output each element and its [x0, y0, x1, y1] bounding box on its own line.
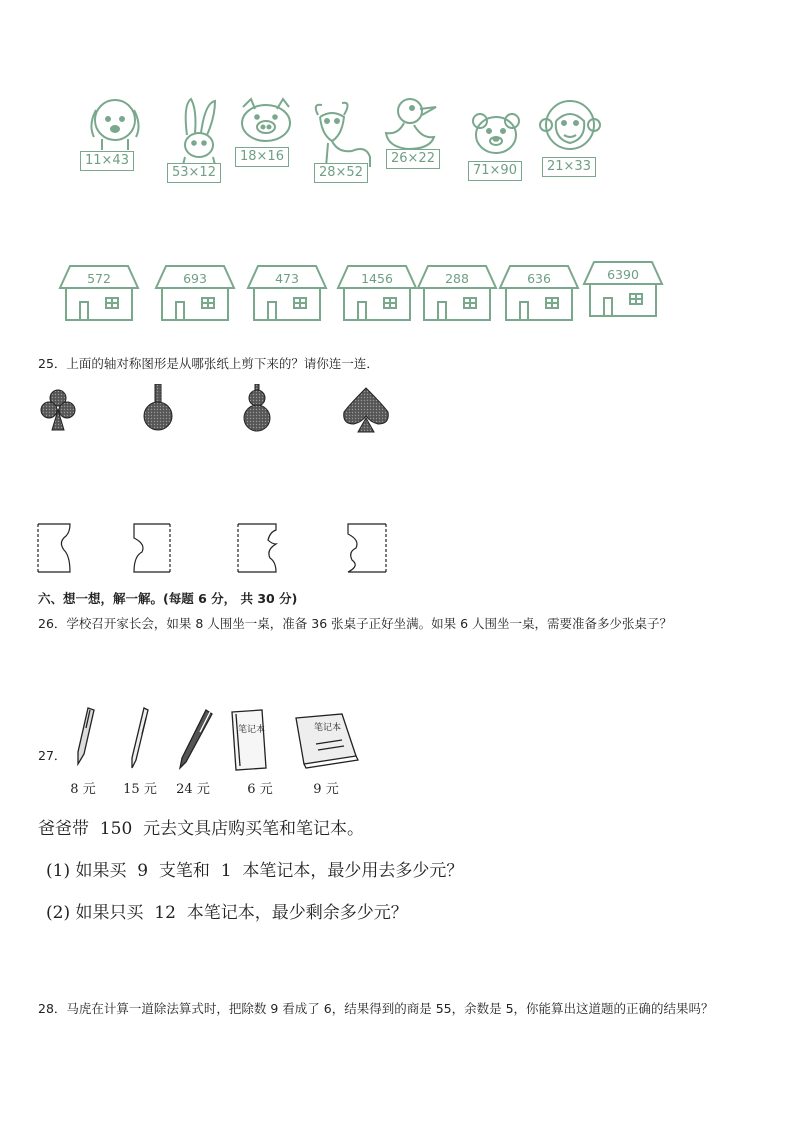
- question-27-label: 27．: [38, 748, 67, 763]
- house-2: [154, 262, 236, 324]
- half-paper-2: [134, 524, 170, 572]
- notebook-1-label: 笔记本: [238, 725, 266, 735]
- dog-sign: 11×43: [80, 151, 134, 171]
- price-notebook-2: 9 元: [313, 782, 339, 797]
- house-5: [416, 262, 498, 324]
- half-paper-1: [38, 524, 70, 572]
- house-7: [582, 258, 664, 320]
- duck-sign: 26×22: [386, 149, 440, 169]
- symmetric-shapes: [30, 384, 430, 444]
- club-shape-icon: [41, 390, 75, 430]
- round-flask-shape-icon: [144, 384, 172, 430]
- half-paper-4: [348, 524, 386, 572]
- house-number: 288: [445, 271, 469, 286]
- house-number: 473: [275, 271, 299, 286]
- stationery-images: [60, 704, 400, 776]
- house-number: 572: [87, 271, 111, 286]
- section-heading: 六、想一想，解一解。(每题 6 分， 共 30 分): [38, 591, 298, 606]
- duck-figure: [382, 95, 462, 190]
- duck-icon: [382, 95, 462, 190]
- spade-shape-icon: [344, 388, 389, 432]
- pen-1-icon: [78, 708, 94, 764]
- house-1: [58, 262, 140, 324]
- house-number: 693: [183, 271, 207, 286]
- question-28: 28．马虎在计算一道除法算式时，把除数 9 看成了 6，结果得到的商是 55，余数是 5，你能算出这道题的正确的结果吗？: [38, 1001, 714, 1016]
- goat-figure: [308, 95, 388, 190]
- pig-icon: [235, 95, 315, 190]
- pen-3-icon: [180, 710, 212, 768]
- price-notebook-1: 6 元: [247, 782, 273, 797]
- price-pen-3: 24 元: [176, 782, 210, 797]
- half-paper-3: [238, 524, 276, 572]
- rabbit-sign: 53×12: [167, 163, 221, 183]
- gourd-shape-icon: [244, 384, 270, 431]
- house-number: 636: [527, 271, 551, 286]
- pig-sign: 18×16: [235, 147, 289, 167]
- question-25: 25．上面的轴对称图形是从哪张纸上剪下来的？请你连一连．: [38, 356, 379, 371]
- rabbit-figure: [165, 95, 245, 190]
- question-27-sub-2: (2) 如果只买 12 本笔记本，最少剩余多少元？: [46, 903, 408, 923]
- house-number: 1456: [361, 271, 393, 286]
- price-pen-2: 15 元: [123, 782, 157, 797]
- bear-sign: 71×90: [468, 161, 522, 181]
- monkey-sign: 21×33: [542, 157, 596, 177]
- dog-icon: [80, 95, 160, 190]
- pen-2-icon: [132, 708, 148, 768]
- goat-sign: 28×52: [314, 163, 368, 183]
- house-3: [246, 262, 328, 324]
- half-paper-shapes: [30, 520, 430, 576]
- pig-figure: [235, 95, 315, 190]
- notebook-1-icon: [232, 710, 266, 770]
- notebook-2-label: 笔记本: [314, 723, 342, 733]
- house-4: [336, 262, 418, 324]
- house-6: [498, 262, 580, 324]
- question-27-sub-1: (1) 如果买 9 支笔和 1 本笔记本，最少用去多少元？: [46, 861, 464, 881]
- monkey-figure: [538, 95, 618, 190]
- price-pen-1: 8 元: [70, 782, 96, 797]
- question-26: 26．学校召开家长会，如果 8 人围坐一桌，准备 36 张桌子正好坐满。如果 6 人围坐一桌，需要准备多少张桌子？: [38, 616, 673, 631]
- question-27-stem: 爸爸带 150 元去文具店购买笔和笔记本。: [38, 819, 365, 839]
- dog-figure: [80, 95, 160, 190]
- house-number: 6390: [607, 267, 639, 282]
- bear-figure: [466, 95, 546, 190]
